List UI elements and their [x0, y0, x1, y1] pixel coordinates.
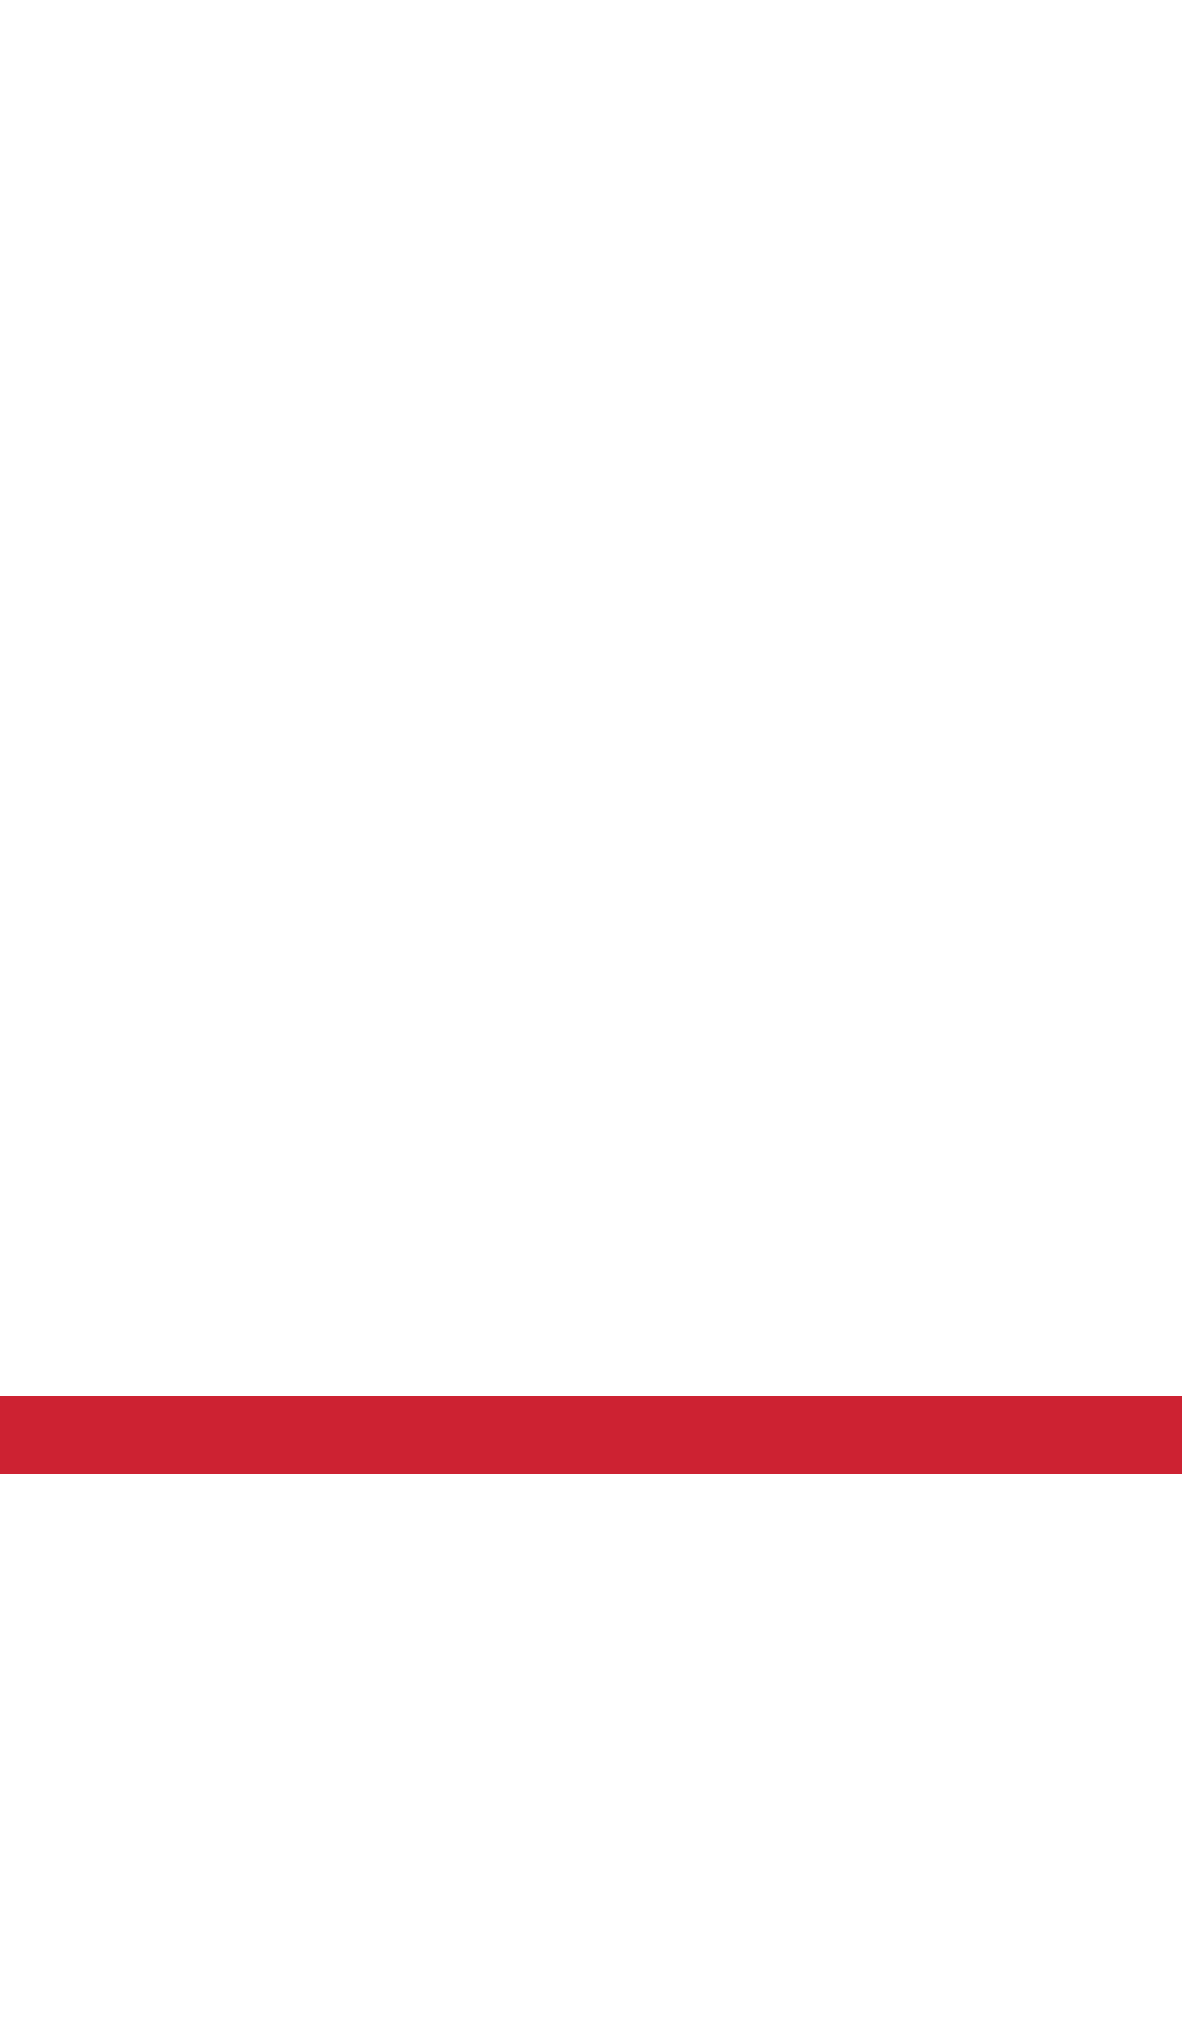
section-header-banner [0, 1396, 1182, 1474]
